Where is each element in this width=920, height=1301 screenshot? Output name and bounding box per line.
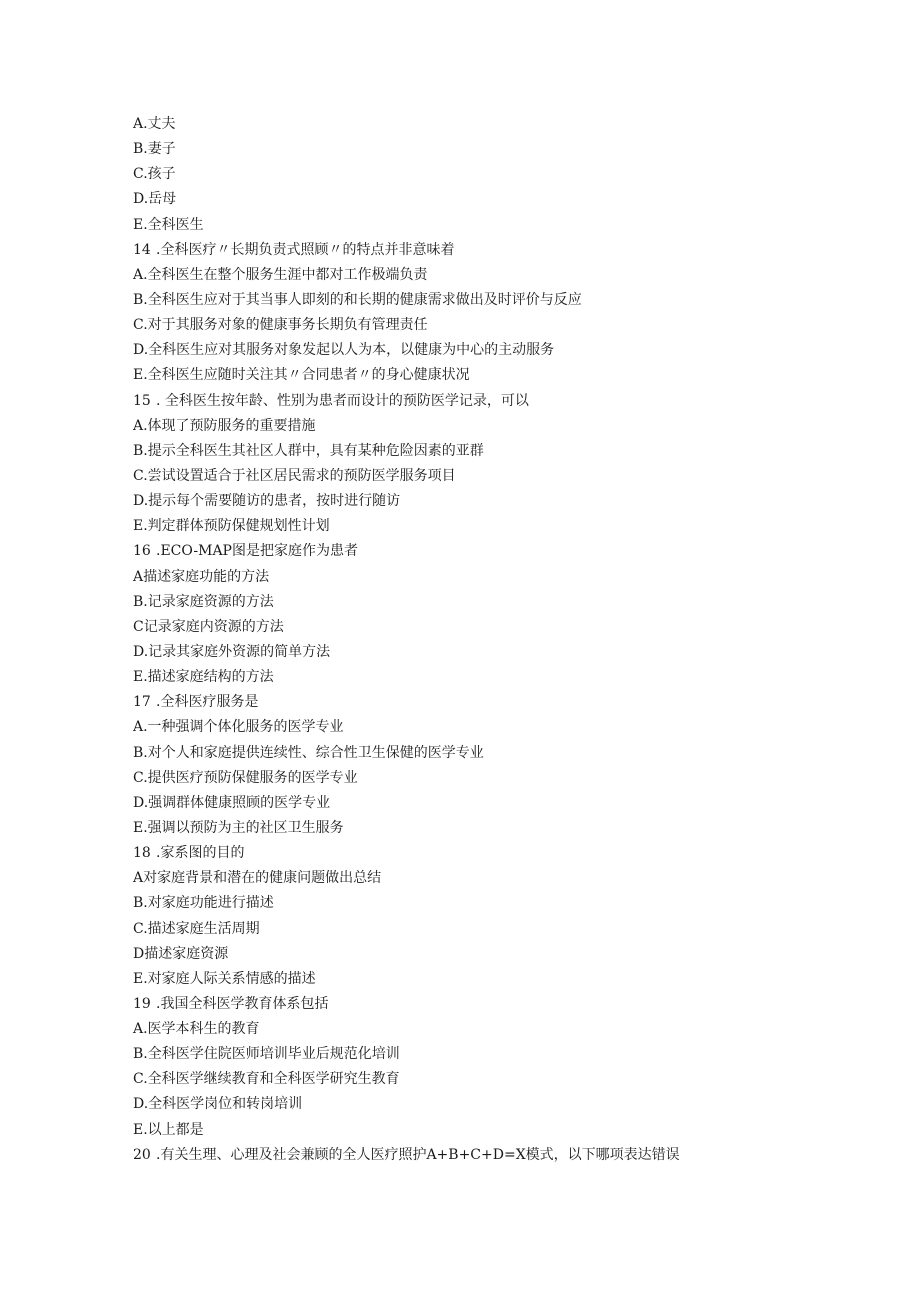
answer-option: C.尝试设置适合于社区居民需求的预防医学服务项目	[133, 467, 456, 484]
answer-option: D.全科医学岗位和转岗培训	[133, 1096, 303, 1113]
answer-option: E.描述家庭结构的方法	[133, 669, 274, 686]
answer-option: B.全科医学住院医师培训毕业后规范化培训	[133, 1046, 400, 1063]
question-number: 14	[133, 241, 151, 258]
answer-option: B.提示全科医生其社区人群中，具有某种危险因素的亚群	[133, 442, 484, 459]
question-number: 15	[133, 392, 151, 409]
answer-option: B.对个人和家庭提供连续性、综合性卫生保健的医学专业	[133, 744, 484, 761]
question-text: .家系图的目的	[156, 845, 245, 862]
question-number: 20	[133, 1146, 151, 1163]
answer-option: B.妻子	[133, 141, 176, 158]
question-number: 16	[133, 543, 151, 560]
question-text: .全科医疗〃长期负责式照顾〃的特点并非意味着	[156, 241, 455, 258]
answer-option: D.岳母	[133, 191, 177, 208]
answer-option: C.全科医学继续教育和全科医学研究生教育	[133, 1071, 400, 1088]
question-stem	[133, 539, 893, 564]
answer-option: A.全科医生在整个服务生涯中都对工作极端负责	[133, 266, 428, 283]
answer-option: C记录家庭内资源的方法	[133, 618, 284, 635]
answer-option: D.全科医生应对其服务对象发起以人为本，以健康为中心的主动服务	[133, 342, 555, 359]
answer-option: A.体现了预防服务的重要措施	[133, 417, 316, 434]
question-text: .我国全科医学教育体系包括	[156, 995, 329, 1012]
answer-option: B.对家庭功能进行描述	[133, 895, 274, 912]
question-stem	[133, 992, 893, 1017]
answer-option: A.一种强调个体化服务的医学专业	[133, 719, 344, 736]
question-number: 17	[133, 694, 151, 711]
question-text: . 全科医生按年龄、性别为患者而设计的预防医学记录，可以	[156, 392, 529, 409]
answer-option: B.记录家庭资源的方法	[133, 593, 274, 610]
answer-option: E.全科医生	[133, 216, 204, 233]
question-stem	[133, 389, 893, 414]
answer-option: E.对家庭人际关系情感的描述	[133, 970, 316, 987]
answer-option: D.提示每个需要随访的患者，按时进行随访	[133, 493, 401, 510]
question-text: .有关生理、心理及社会兼顾的全人医疗照护A+B+C+D=X模式，以下哪项表达错误	[156, 1146, 680, 1163]
question-stem	[133, 841, 893, 866]
question-text: .ECO-MAP图是把家庭作为患者	[156, 543, 358, 560]
answer-option: D.记录其家庭外资源的简单方法	[133, 643, 331, 660]
answer-option: C.描述家庭生活周期	[133, 920, 260, 937]
question-number: 19	[133, 995, 151, 1012]
answer-option: E.判定群体预防保健规划性计划	[133, 518, 330, 535]
question-text: .全科医疗服务是	[156, 694, 259, 711]
answer-option: D.强调群体健康照顾的医学专业	[133, 794, 331, 811]
answer-option: A.丈夫	[133, 116, 176, 132]
question-stem	[133, 1143, 893, 1168]
answer-option: C.提供医疗预防保健服务的医学专业	[133, 769, 358, 786]
answer-option: C.孩子	[133, 166, 176, 183]
answer-option: A.医学本科生的教育	[133, 1021, 260, 1038]
answer-option: E.以上都是	[133, 1121, 204, 1138]
answer-option: C.对于其服务对象的健康事务长期负有管理责任	[133, 317, 428, 334]
answer-option: A描述家庭功能的方法	[133, 568, 270, 585]
answer-option: D描述家庭资源	[133, 945, 229, 962]
answer-option: E.全科医生应随时关注其〃合同患者〃的身心健康状况	[133, 367, 470, 384]
answer-option: E.强调以预防为主的社区卫生服务	[133, 819, 344, 836]
question-number: 18	[133, 845, 151, 862]
question-stem	[133, 690, 893, 715]
question-list	[133, 112, 893, 1168]
answer-option: B.全科医生应对于其当事人即刻的和长期的健康需求做出及时评价与反应	[133, 291, 582, 308]
question-stem	[133, 238, 893, 263]
answer-option: A对家庭背景和潜在的健康问题做出总结	[133, 870, 382, 887]
